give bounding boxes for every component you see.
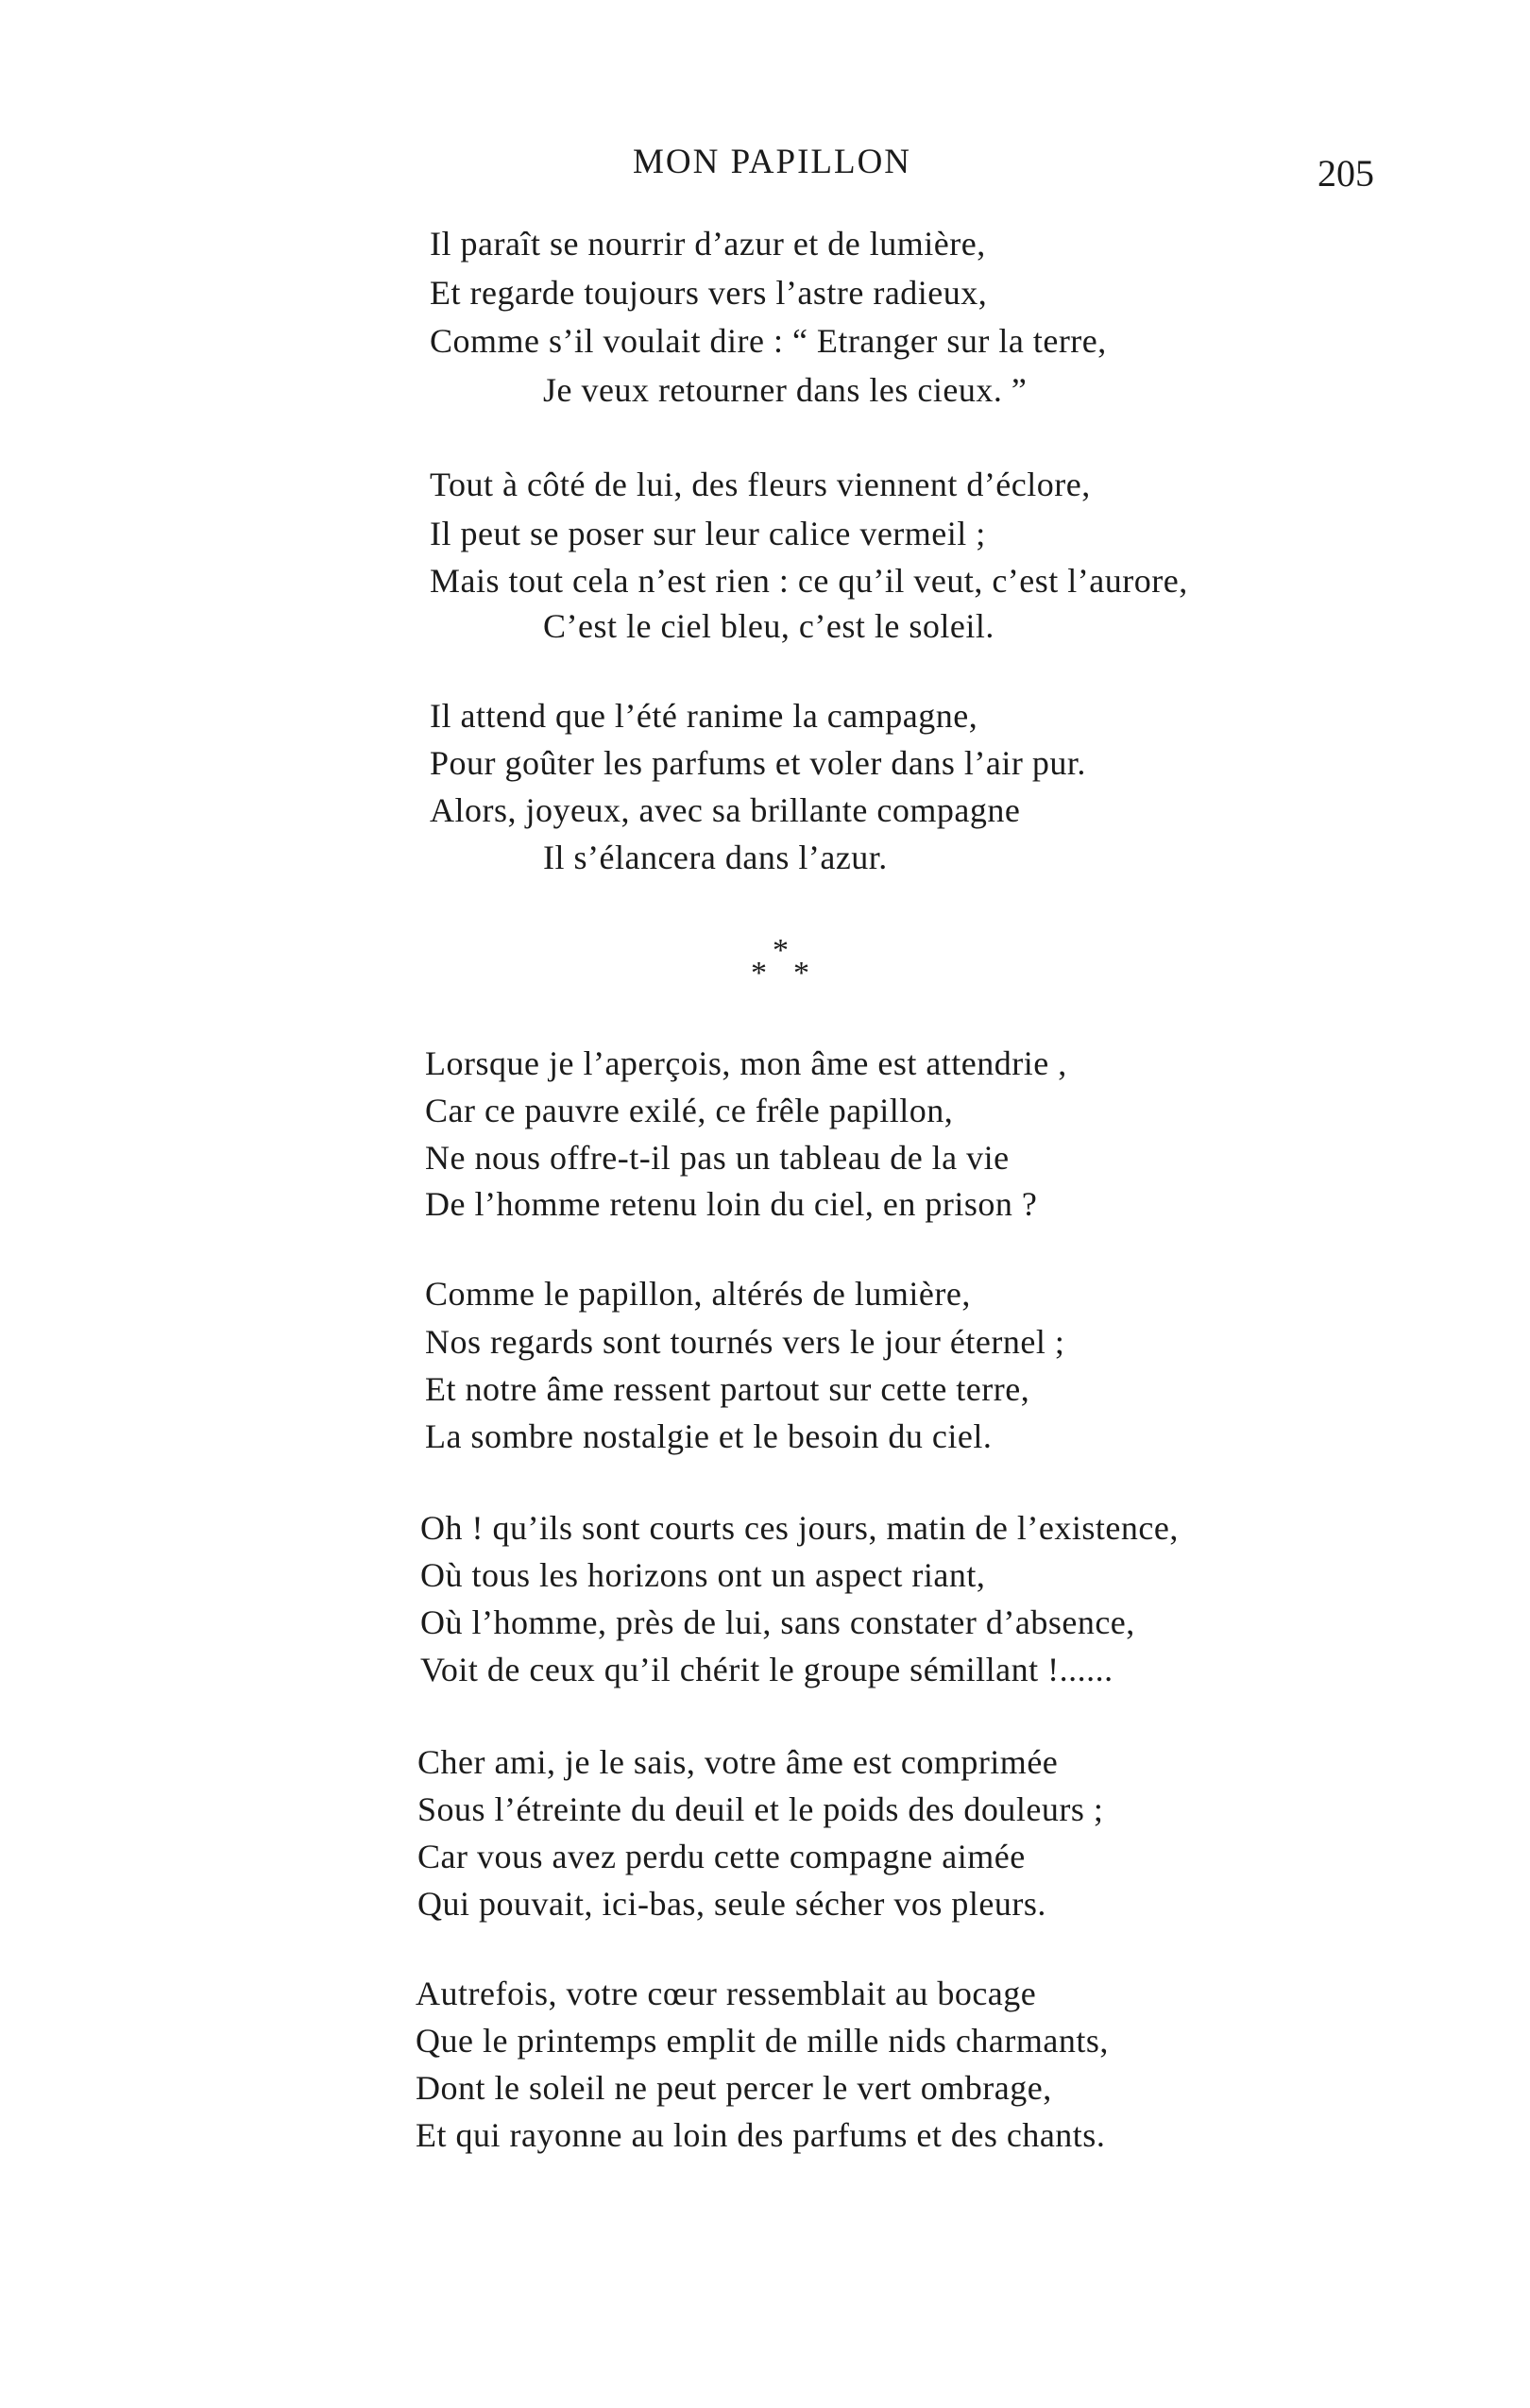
verse-line: De l’homme retenu loin du ciel, en prison ?	[425, 1185, 1038, 1223]
verse-line: Car ce pauvre exilé, ce frêle papillon,	[425, 1092, 954, 1129]
page-number: 205	[1318, 152, 1374, 195]
verse-line: Dont le soleil ne peut percer le vert ombrage,	[416, 2069, 1052, 2107]
separator-star: *	[751, 956, 767, 991]
verse-line: Je veux retourner dans les cieux. ”	[543, 371, 1028, 409]
verse-line: Nos regards sont tournés vers le jour éternel ;	[425, 1323, 1065, 1361]
verse-line: Que le printemps emplit de mille nids charmants,	[416, 2022, 1109, 2060]
verse-line: Pour goûter les parfums et voler dans l’air pur.	[430, 744, 1086, 782]
verse-line: Comme s’il voulait dire : “ Etranger sur la terre,	[430, 322, 1107, 360]
verse-line: Mais tout cela n’est rien : ce qu’il veut, c’est l’aurore,	[430, 562, 1188, 600]
verse-line: C’est le ciel bleu, c’est le soleil.	[543, 607, 994, 645]
verse-line: Où tous les horizons ont un aspect riant,	[420, 1556, 986, 1594]
running-title: MON PAPILLON	[633, 143, 912, 181]
verse-line: Autrefois, votre cœur ressemblait au bocage	[416, 1975, 1037, 2012]
verse-line: Qui pouvait, ici-bas, seule sécher vos pleurs.	[417, 1885, 1046, 1923]
verse-line: Et qui rayonne au loin des parfums et des chants.	[416, 2116, 1106, 2154]
verse-line: Cher ami, je le sais, votre âme est comprimée	[417, 1743, 1059, 1781]
separator-star: *	[793, 956, 809, 991]
verse-line: Il attend que l’été ranime la campagne,	[430, 697, 978, 735]
verse-line: Où l’homme, près de lui, sans constater d’absence,	[420, 1603, 1135, 1641]
verse-line: Et notre âme ressent partout sur cette terre,	[425, 1370, 1030, 1408]
verse-line: Il s’élancera dans l’azur.	[543, 839, 888, 876]
verse-line: La sombre nostalgie et le besoin du ciel.	[425, 1417, 993, 1455]
verse-line: Car vous avez perdu cette compagne aimée	[417, 1838, 1026, 1875]
verse-line: Comme le papillon, altérés de lumière,	[425, 1275, 971, 1313]
section-separator	[746, 935, 831, 992]
verse-line: Lorsque je l’aperçois, mon âme est attendrie ,	[425, 1044, 1067, 1082]
verse-line: Alors, joyeux, avec sa brillante compagne	[430, 791, 1021, 829]
verse-line: Il paraît se nourrir d’azur et de lumière,	[430, 225, 986, 263]
verse-line: Sous l’étreinte du deuil et le poids des douleurs ;	[417, 1790, 1104, 1828]
verse-line: Oh ! qu’ils sont courts ces jours, matin de l’existence,	[420, 1509, 1179, 1547]
verse-line: Tout à côté de lui, des fleurs viennent d’éclore,	[430, 466, 1091, 503]
verse-line: Ne nous offre-t-il pas un tableau de la vie	[425, 1139, 1010, 1177]
verse-line: Voit de ceux qu’il chérit le groupe sémillant !......	[420, 1651, 1114, 1688]
separator-star: *	[773, 933, 789, 968]
verse-line: Il peut se poser sur leur calice vermeil ;	[430, 515, 986, 552]
verse-line: Et regarde toujours vers l’astre radieux,	[430, 274, 988, 312]
